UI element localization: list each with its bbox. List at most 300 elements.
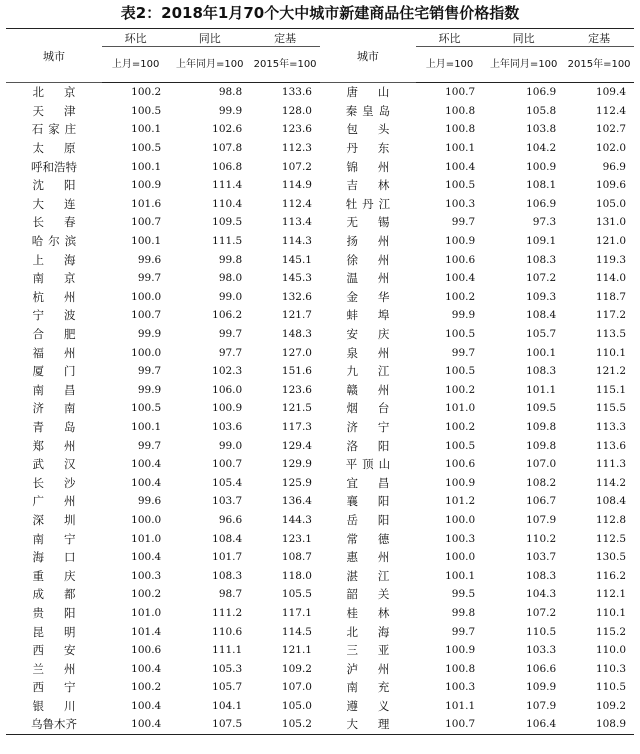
left-base-cell: 151.6 [281, 365, 312, 378]
right-yoy-cell: 105.7 [526, 328, 557, 341]
left-city-cell: 济南 [32, 401, 96, 416]
left-city-cell: 青岛 [32, 419, 96, 434]
right-city-cell: 泸州 [346, 661, 410, 676]
left-city-cell: 贵阳 [32, 605, 96, 620]
right-base-cell: 109.4 [595, 86, 626, 99]
price-index-table [6, 28, 634, 735]
right-base-cell: 109.2 [595, 699, 626, 712]
right-yoy-cell: 109.8 [526, 439, 557, 452]
right-mom-cell: 101.0 [445, 402, 476, 415]
table-row [6, 213, 634, 232]
right-base-cell: 112.8 [595, 513, 626, 526]
left-base-cell: 112.3 [281, 142, 312, 155]
left-yoy-cell: 101.7 [212, 551, 243, 564]
left-mom-cell: 99.6 [137, 253, 162, 266]
right-city-cell: 扬州 [346, 234, 410, 249]
left-base-cell: 148.3 [281, 328, 312, 341]
right-base-cell: 111.3 [595, 458, 626, 471]
left-base-cell: 114.5 [281, 625, 312, 638]
left-mom-cell: 100.1 [131, 160, 162, 173]
left-mom-cell: 99.7 [137, 365, 162, 378]
left-yoy-cell: 104.1 [212, 699, 243, 712]
right-base-cell: 102.7 [595, 123, 626, 136]
left-yoy-cell: 100.9 [212, 402, 243, 415]
left-city-cell: 成都 [32, 587, 96, 602]
left-yoy-cell: 106.2 [212, 309, 243, 322]
right-mom-cell: 100.2 [445, 420, 476, 433]
table-row [6, 511, 634, 530]
right-yoy-cell: 108.4 [526, 309, 557, 322]
table-row [6, 715, 634, 734]
right-base-cell: 118.7 [595, 290, 626, 303]
right-city-cell: 襄阳 [346, 494, 410, 509]
table-row [6, 697, 634, 716]
table-row [6, 102, 634, 121]
right-mom-cell: 100.5 [445, 328, 476, 341]
right-yoy-cell: 106.7 [526, 495, 557, 508]
right-mom-cell: 100.5 [445, 439, 476, 452]
right-city-cell: 韶关 [346, 587, 410, 602]
right-yoy-cell: 103.3 [526, 644, 557, 657]
left-base-cell: 121.5 [281, 402, 312, 415]
left-city-cell: 深圳 [32, 512, 96, 527]
left-mom-cell: 100.4 [131, 662, 162, 675]
left-city-cell: 南昌 [32, 382, 96, 397]
left-yoy-cell: 103.7 [212, 495, 243, 508]
right-base-cell: 131.0 [595, 216, 626, 229]
left-city-cell: 大连 [32, 196, 96, 211]
right-yoy-cell: 109.5 [526, 402, 557, 415]
mom-subheader-left: 上月=100 [102, 47, 169, 83]
left-yoy-cell: 107.5 [169, 715, 250, 734]
left-yoy-cell: 105.4 [212, 476, 243, 489]
right-city-cell: 赣州 [346, 382, 410, 397]
right-mom-cell: 100.6 [445, 458, 476, 471]
right-mom-cell: 100.7 [416, 715, 483, 734]
table-row [6, 306, 634, 325]
left-mom-cell: 100.2 [131, 681, 162, 694]
right-base-cell: 116.2 [595, 569, 626, 582]
right-base-cell: 113.5 [595, 328, 626, 341]
right-mom-cell: 99.9 [451, 309, 476, 322]
left-mom-cell: 100.7 [131, 216, 162, 229]
right-city-cell: 济宁 [346, 419, 410, 434]
right-city-cell: 遵义 [346, 698, 410, 713]
right-city-cell: 牡丹江 [345, 196, 396, 211]
right-base-cell: 115.2 [595, 625, 626, 638]
left-base-cell: 133.6 [281, 86, 312, 99]
left-mom-cell: 99.9 [137, 328, 162, 341]
left-base-cell: 118.0 [281, 569, 312, 582]
right-mom-cell: 100.3 [445, 197, 476, 210]
left-base-cell: 144.3 [281, 513, 312, 526]
right-city-cell: 常德 [346, 531, 410, 546]
left-city-cell: 重庆 [32, 568, 96, 583]
table-row [6, 195, 634, 214]
left-yoy-cell: 110.4 [212, 197, 243, 210]
right-mom-cell: 100.9 [445, 476, 476, 489]
yoy-subheader-right: 上年同月=100 [483, 47, 564, 83]
right-city-cell: 宜昌 [346, 475, 410, 490]
table-row [6, 678, 634, 697]
left-mom-cell: 99.6 [137, 495, 162, 508]
right-yoy-cell: 109.8 [526, 420, 557, 433]
left-mom-cell: 101.4 [131, 625, 162, 638]
table-row [6, 139, 634, 158]
left-base-cell: 123.6 [281, 123, 312, 136]
left-base-cell: 107.0 [281, 681, 312, 694]
right-mom-cell: 100.1 [445, 142, 476, 155]
table-row [6, 399, 634, 418]
left-base-cell: 125.9 [281, 476, 312, 489]
right-city-cell: 烟台 [346, 401, 410, 416]
left-yoy-cell: 108.3 [212, 569, 243, 582]
right-yoy-cell: 103.7 [526, 551, 557, 564]
table-row [6, 232, 634, 251]
right-yoy-cell: 107.0 [526, 458, 557, 471]
right-mom-cell: 100.8 [445, 104, 476, 117]
right-mom-cell: 100.0 [445, 513, 476, 526]
base-header-right: 定基 [564, 29, 634, 47]
left-mom-cell: 100.0 [131, 290, 162, 303]
right-mom-cell: 100.6 [445, 253, 476, 266]
left-mom-cell: 100.9 [131, 179, 162, 192]
right-yoy-cell: 108.3 [526, 253, 557, 266]
table-row [6, 436, 634, 455]
left-mom-cell: 100.1 [131, 420, 162, 433]
left-base-cell: 123.6 [281, 383, 312, 396]
right-city-cell: 丹东 [346, 141, 410, 156]
right-base-cell: 113.6 [595, 439, 626, 452]
right-base-cell: 121.0 [595, 235, 626, 248]
left-yoy-cell: 99.9 [218, 104, 243, 117]
table-row [6, 566, 634, 585]
yoy-subheader-left: 上年同月=100 [169, 47, 250, 83]
left-yoy-cell: 111.5 [212, 235, 243, 248]
left-yoy-cell: 98.7 [218, 588, 243, 601]
left-mom-cell: 100.7 [131, 309, 162, 322]
right-base-cell: 112.5 [595, 532, 626, 545]
left-yoy-cell: 106.8 [212, 160, 243, 173]
left-city-cell: 昆明 [32, 624, 96, 639]
right-city-cell: 惠州 [346, 550, 410, 565]
right-mom-cell: 100.8 [445, 123, 476, 136]
table-row [6, 548, 634, 567]
left-city-cell: 宁波 [32, 308, 96, 323]
right-yoy-cell: 107.9 [526, 513, 557, 526]
table-row [6, 83, 634, 102]
right-city-cell: 锦州 [346, 159, 410, 174]
right-base-cell: 110.1 [595, 346, 626, 359]
right-city-cell: 泉州 [346, 345, 410, 360]
left-city-cell: 石家庄 [31, 122, 82, 137]
right-yoy-cell: 106.6 [526, 662, 557, 675]
left-mom-cell: 100.0 [131, 346, 162, 359]
right-yoy-cell: 108.3 [526, 569, 557, 582]
right-yoy-cell: 108.2 [526, 476, 557, 489]
city-header-right: 城市 [320, 29, 416, 83]
left-yoy-cell: 99.0 [218, 439, 243, 452]
left-base-cell: 145.3 [281, 272, 312, 285]
right-yoy-cell: 105.8 [526, 104, 557, 117]
table-body [6, 83, 634, 735]
right-base-cell: 110.1 [595, 606, 626, 619]
left-mom-cell: 100.4 [131, 699, 162, 712]
left-base-cell: 105.5 [281, 588, 312, 601]
left-mom-cell: 100.5 [131, 402, 162, 415]
left-base-cell: 108.7 [281, 551, 312, 564]
left-base-cell: 121.7 [281, 309, 312, 322]
city-header-left: 城市 [6, 29, 102, 83]
left-base-cell: 105.0 [281, 699, 312, 712]
left-yoy-cell: 107.8 [212, 142, 243, 155]
left-city-cell: 乌鲁木齐 [6, 715, 102, 734]
left-yoy-cell: 111.2 [212, 606, 243, 619]
right-city-cell: 大理 [320, 715, 416, 734]
table-row [6, 120, 634, 139]
left-city-cell: 兰州 [32, 661, 96, 676]
left-city-cell: 西宁 [32, 680, 96, 695]
right-mom-cell: 100.8 [445, 662, 476, 675]
right-yoy-cell: 110.2 [526, 532, 557, 545]
right-base-cell: 110.5 [595, 681, 626, 694]
left-base-cell: 123.1 [281, 532, 312, 545]
left-base-cell: 145.1 [281, 253, 312, 266]
left-base-cell: 114.9 [281, 179, 312, 192]
left-base-cell: 117.3 [281, 420, 312, 433]
right-city-cell: 安庆 [346, 327, 410, 342]
right-base-cell: 119.3 [595, 253, 626, 266]
left-mom-cell: 100.6 [131, 644, 162, 657]
left-mom-cell: 100.2 [131, 86, 162, 99]
right-city-cell: 秦皇岛 [345, 103, 396, 118]
left-city-cell: 南宁 [32, 531, 96, 546]
left-city-cell: 长沙 [32, 475, 96, 490]
left-mom-cell: 100.4 [131, 458, 162, 471]
table-row [6, 157, 634, 176]
right-yoy-cell: 107.2 [526, 272, 557, 285]
right-base-cell: 117.2 [595, 309, 626, 322]
left-city-cell: 合肥 [32, 327, 96, 342]
left-city-cell: 哈尔滨 [31, 234, 82, 249]
left-base-cell: 128.0 [281, 104, 312, 117]
table-row [6, 176, 634, 195]
left-yoy-cell: 102.3 [212, 365, 243, 378]
right-city-cell: 湛江 [346, 568, 410, 583]
right-city-cell: 三亚 [346, 643, 410, 658]
table-row [6, 250, 634, 269]
right-base-cell: 115.5 [595, 402, 626, 415]
left-city-cell: 北京 [32, 85, 96, 100]
left-yoy-cell: 106.0 [212, 383, 243, 396]
left-mom-cell: 100.3 [131, 569, 162, 582]
right-city-cell: 温州 [346, 271, 410, 286]
right-city-cell: 吉林 [346, 178, 410, 193]
right-yoy-cell: 100.1 [526, 346, 557, 359]
right-yoy-cell: 107.9 [526, 699, 557, 712]
right-base-cell: 109.6 [595, 179, 626, 192]
left-mom-cell: 100.4 [131, 476, 162, 489]
table-row [6, 269, 634, 288]
left-mom-cell: 99.9 [137, 383, 162, 396]
left-base-cell: 127.0 [281, 346, 312, 359]
left-base-cell: 114.3 [281, 235, 312, 248]
right-base-cell: 112.4 [595, 104, 626, 117]
yoy-header-right: 同比 [483, 29, 564, 47]
right-mom-cell: 101.2 [445, 495, 476, 508]
left-city-cell: 海口 [32, 550, 96, 565]
right-mom-cell: 100.4 [445, 272, 476, 285]
table-row [6, 325, 634, 344]
right-city-cell: 平顶山 [345, 457, 396, 472]
right-base-cell: 130.5 [595, 551, 626, 564]
left-yoy-cell: 103.6 [212, 420, 243, 433]
right-yoy-cell: 104.2 [526, 142, 557, 155]
mom-subheader-right: 上月=100 [416, 47, 483, 83]
left-city-cell: 西安 [32, 643, 96, 658]
table-row [6, 622, 634, 641]
table-row [6, 288, 634, 307]
right-yoy-cell: 108.3 [526, 365, 557, 378]
mom-header-right: 环比 [416, 29, 483, 47]
right-city-cell: 九江 [346, 364, 410, 379]
table-row [6, 362, 634, 381]
left-base-cell: 112.4 [281, 197, 312, 210]
right-base-cell: 114.2 [595, 476, 626, 489]
right-base-cell: 114.0 [595, 272, 626, 285]
table-row [6, 659, 634, 678]
right-yoy-cell: 103.8 [526, 123, 557, 136]
table-row [6, 529, 634, 548]
right-base-cell: 108.9 [564, 715, 634, 734]
left-yoy-cell: 99.0 [218, 290, 243, 303]
left-base-cell: 113.4 [281, 216, 312, 229]
right-base-cell: 121.2 [595, 365, 626, 378]
left-yoy-cell: 98.0 [218, 272, 243, 285]
left-yoy-cell: 99.8 [218, 253, 243, 266]
left-mom-cell: 99.7 [137, 439, 162, 452]
right-base-cell: 110.3 [595, 662, 626, 675]
right-mom-cell: 99.7 [451, 216, 476, 229]
right-base-cell: 113.3 [595, 420, 626, 433]
right-mom-cell: 100.5 [445, 179, 476, 192]
right-mom-cell: 99.5 [451, 588, 476, 601]
left-mom-cell: 100.2 [131, 588, 162, 601]
right-city-cell: 桂林 [346, 605, 410, 620]
table-row [6, 641, 634, 660]
left-mom-cell: 101.0 [131, 532, 162, 545]
table-row [6, 604, 634, 623]
right-yoy-cell: 109.9 [526, 681, 557, 694]
right-mom-cell: 101.1 [445, 699, 476, 712]
right-city-cell: 蚌埠 [346, 308, 410, 323]
left-mom-cell: 100.4 [102, 715, 169, 734]
left-base-cell: 136.4 [281, 495, 312, 508]
table-row [6, 492, 634, 511]
left-yoy-cell: 111.4 [212, 179, 243, 192]
right-mom-cell: 100.3 [445, 681, 476, 694]
base-subheader-right: 2015年=100 [564, 47, 634, 83]
left-mom-cell: 100.4 [131, 551, 162, 564]
right-base-cell: 112.1 [595, 588, 626, 601]
left-city-cell: 太原 [32, 141, 96, 156]
left-city-cell: 厦门 [32, 364, 96, 379]
right-city-cell: 北海 [346, 624, 410, 639]
left-mom-cell: 100.1 [131, 235, 162, 248]
base-subheader-left: 2015年=100 [250, 47, 320, 83]
left-base-cell: 117.1 [281, 606, 312, 619]
right-yoy-cell: 109.3 [526, 290, 557, 303]
yoy-header-left: 同比 [169, 29, 250, 47]
right-mom-cell: 100.4 [445, 160, 476, 173]
left-mom-cell: 100.5 [131, 142, 162, 155]
left-yoy-cell: 100.7 [212, 458, 243, 471]
left-yoy-cell: 111.1 [212, 644, 243, 657]
left-city-cell: 天津 [32, 103, 96, 118]
right-city-cell: 南充 [346, 680, 410, 695]
right-yoy-cell: 107.2 [526, 606, 557, 619]
left-base-cell: 132.6 [281, 290, 312, 303]
right-city-cell: 金华 [346, 289, 410, 304]
right-city-cell: 洛阳 [346, 438, 410, 453]
right-yoy-cell: 100.9 [526, 160, 557, 173]
table-row [6, 585, 634, 604]
table-row [6, 418, 634, 437]
left-base-cell: 105.2 [250, 715, 320, 734]
left-city-cell: 郑州 [32, 438, 96, 453]
right-mom-cell: 99.7 [451, 346, 476, 359]
left-city-cell: 武汉 [32, 457, 96, 472]
right-base-cell: 105.0 [595, 197, 626, 210]
left-city-cell: 杭州 [32, 289, 96, 304]
left-base-cell: 121.1 [281, 644, 312, 657]
left-city-cell: 呼和浩特 [30, 159, 77, 174]
right-mom-cell: 100.2 [445, 290, 476, 303]
left-mom-cell: 100.5 [131, 104, 162, 117]
right-mom-cell: 100.0 [445, 551, 476, 564]
left-yoy-cell: 110.6 [212, 625, 243, 638]
left-mom-cell: 99.7 [137, 272, 162, 285]
table-title: 表2：2018年1月70个大中城市新建商品住宅销售价格指数 [120, 4, 520, 22]
left-city-cell: 上海 [32, 252, 96, 267]
left-city-cell: 长春 [32, 215, 96, 230]
left-mom-cell: 100.1 [131, 123, 162, 136]
left-base-cell: 129.9 [281, 458, 312, 471]
table-row [6, 473, 634, 492]
right-base-cell: 110.0 [595, 644, 626, 657]
right-city-cell: 唐山 [346, 85, 410, 100]
left-mom-cell: 101.6 [131, 197, 162, 210]
right-mom-cell: 100.9 [445, 644, 476, 657]
right-base-cell: 115.1 [595, 383, 626, 396]
left-city-cell: 沈阳 [32, 178, 96, 193]
right-mom-cell: 100.9 [445, 235, 476, 248]
right-yoy-cell: 101.1 [526, 383, 557, 396]
right-yoy-cell: 106.9 [526, 197, 557, 210]
left-city-cell: 南京 [32, 271, 96, 286]
left-yoy-cell: 98.8 [218, 86, 243, 99]
right-city-cell: 徐州 [346, 252, 410, 267]
right-yoy-cell: 106.4 [483, 715, 564, 734]
right-base-cell: 102.0 [595, 142, 626, 155]
left-yoy-cell: 105.3 [212, 662, 243, 675]
right-yoy-cell: 110.5 [526, 625, 557, 638]
left-yoy-cell: 102.6 [212, 123, 243, 136]
right-mom-cell: 99.7 [451, 625, 476, 638]
right-mom-cell: 100.7 [445, 86, 476, 99]
right-yoy-cell: 104.3 [526, 588, 557, 601]
right-city-cell: 无锡 [346, 215, 410, 230]
